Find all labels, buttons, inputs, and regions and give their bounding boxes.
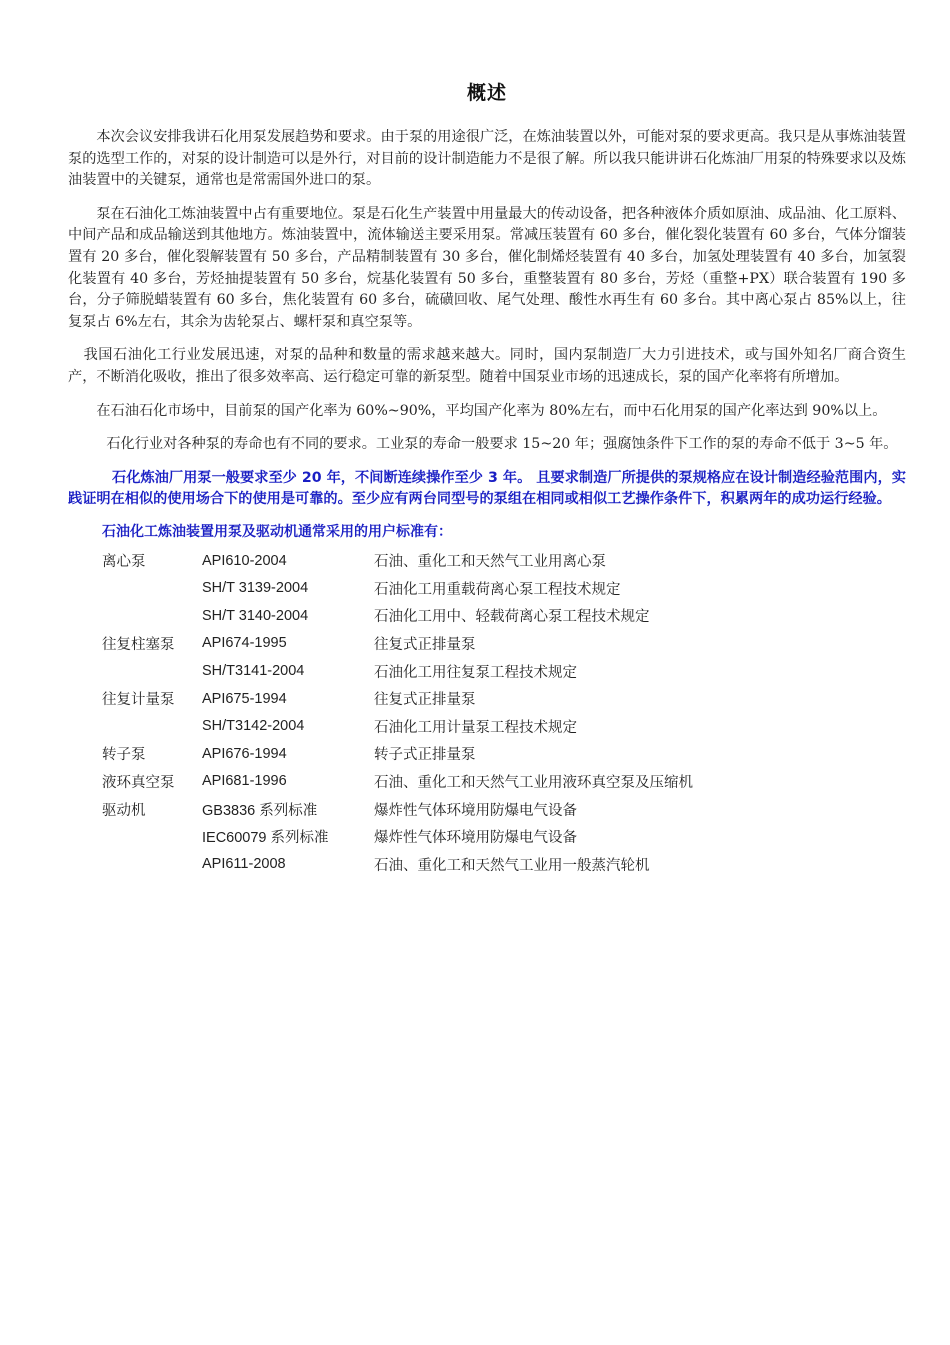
table-row [102, 712, 794, 740]
document-page [68, 78, 906, 878]
standard-code: API610-2004 [202, 552, 287, 569]
page-title: 概述 [466, 82, 507, 104]
standard-code: SH/T 3140-2004 [202, 607, 309, 624]
paragraph-service-life: 石化行业对各种泵的寿命也有不同的要求。工业泵的寿命一般要求 15~20 年；强腐蚀条件下工作的泵的寿命不低于 3~5 年。 [106, 436, 898, 453]
paragraph-industry-growth: 我国石油化工行业发展迅速，对泵的品种和数量的需求越来越大。同时，国内泵制造厂大力引进技术，或与国外知名厂商合资生产，不断消化吸收，推出了很多效率高、运行稳定可靠的新泵型。随着中国泵业市场的迅速成长，泵的国产化率将有所增加。 [68, 347, 906, 385]
standards-table [102, 547, 794, 878]
standard-description: 石油化工用中、轻载荷离心泵工程技术规定 [374, 609, 650, 626]
standard-code: SH/T3141-2004 [202, 663, 305, 680]
standard-code: IEC60079 系列标准 [202, 830, 329, 847]
standard-description: 石油化工用往复泵工程技术规定 [374, 664, 577, 681]
standard-category [102, 575, 202, 603]
paragraph-localization-rate: 在石油石化市场中，目前泵的国产化率为 60%~90%，平均国产化率为 80%左右，而中石化用泵的国产化率达到 90%以上。 [96, 402, 887, 419]
table-row [102, 823, 794, 851]
standard-category: 转子泵 [102, 747, 146, 764]
paragraph-intro: 本次会议安排我讲石化用泵发展趋势和要求。由于泵的用途很广泛，在炼油装置以外，可能对泵的要求更高。我只是从事炼油装置泵的选型工作的，对泵的设计制造可以是外行，对目前的设计制造能力不是很了解。所以我只能讲讲石化炼油厂用泵的特殊要求以及炼油装置中的关键泵，通常也是常需国外进口的泵。 [68, 129, 906, 189]
standard-category: 离心泵 [102, 554, 146, 571]
table-row [102, 575, 794, 603]
standard-description: 石油化工用重载荷离心泵工程技术规定 [374, 581, 621, 598]
standard-description: 石油、重化工和天然气工业用一般蒸汽轮机 [374, 857, 650, 874]
standard-code: API674-1995 [202, 635, 287, 652]
standard-code: API681-1996 [202, 773, 287, 790]
standard-description: 石油、重化工和天然气工业用离心泵 [374, 554, 606, 571]
standard-description: 往复式正排量泵 [374, 636, 476, 653]
table-row [102, 685, 794, 713]
standard-code: SH/T3142-2004 [202, 718, 305, 735]
standard-description: 爆炸性气体环境用防爆电气设备 [374, 830, 577, 847]
table-row [102, 740, 794, 768]
paragraph-importance: 泵在石油化工炼油装置中占有重要地位。泵是石化生产装置中用量最大的传动设备，把各种液体介质如原油、成品油、化工原料、中间产品和成品输送到其他地方。炼油装置中，流体输送主要采用泵。常减压装置有 60 多台，催化裂化装置有 60 多台，气体分馏装置有 20 多台，催化裂解装置有 50 多台，产品精制装置有 30 多台，催化制烯烃装置有 40 多台，加氢处理装置有 40 多台，加氢裂化装置有 40 多台，芳烃抽提装置有 50 多台，烷基化装置有 50 多台，重整装置有 80 多台，芳烃（重整+PX）联合装置有 190 多台，分子筛脱蜡装置有 60 多台，焦化装置有 60 多台，硫磺回收、尾气处理、酸性水再生有 60 多台。其中离心泵占 85%以上，往复泵占 6%左右，其余为齿轮泵占、螺杆泵和真空泵等。 [68, 205, 906, 330]
standards-heading: 石油化工炼油装置用泵及驱动机通常采用的用户标准有： [102, 523, 452, 540]
standard-code: API675-1994 [202, 690, 287, 707]
standard-description: 爆炸性气体环境用防爆电气设备 [374, 802, 577, 819]
table-row [102, 768, 794, 796]
standard-category [102, 657, 202, 685]
standard-code: GB3836 系列标准 [202, 802, 318, 819]
standard-category [102, 602, 202, 630]
standard-category: 往复柱塞泵 [102, 636, 175, 653]
table-row [102, 795, 794, 823]
standard-description: 往复式正排量泵 [374, 692, 476, 709]
standard-category [102, 712, 202, 740]
standard-description: 转子式正排量泵 [374, 747, 476, 764]
standard-code: SH/T 3139-2004 [202, 580, 309, 597]
standard-category: 液环真空泵 [102, 774, 175, 791]
table-row [102, 602, 794, 630]
standard-category: 驱动机 [102, 802, 146, 819]
table-row [102, 657, 794, 685]
table-row [102, 850, 794, 878]
standard-code: API676-1994 [202, 745, 287, 762]
standard-description: 石油化工用计量泵工程技术规定 [374, 719, 577, 736]
standard-category [102, 823, 202, 851]
emphasis-requirements: 石化炼油厂用泵一般要求至少 20 年，不间断连续操作至少 3 年。 且要求制造厂所提供的泵规格应在设计制造经验范围内，实践证明在相似的使用场合下的使用是可靠的。至少应有两台同型号的泵组在相同或相似工艺操作条件下，积累两年的成功运行经验。 [68, 469, 906, 508]
standard-category: 往复计量泵 [102, 692, 175, 709]
standard-description: 石油、重化工和天然气工业用液环真空泵及压缩机 [374, 774, 693, 791]
standard-category [102, 850, 202, 878]
standard-code: API611-2008 [202, 856, 286, 873]
table-row [102, 630, 794, 658]
table-row [102, 547, 794, 575]
